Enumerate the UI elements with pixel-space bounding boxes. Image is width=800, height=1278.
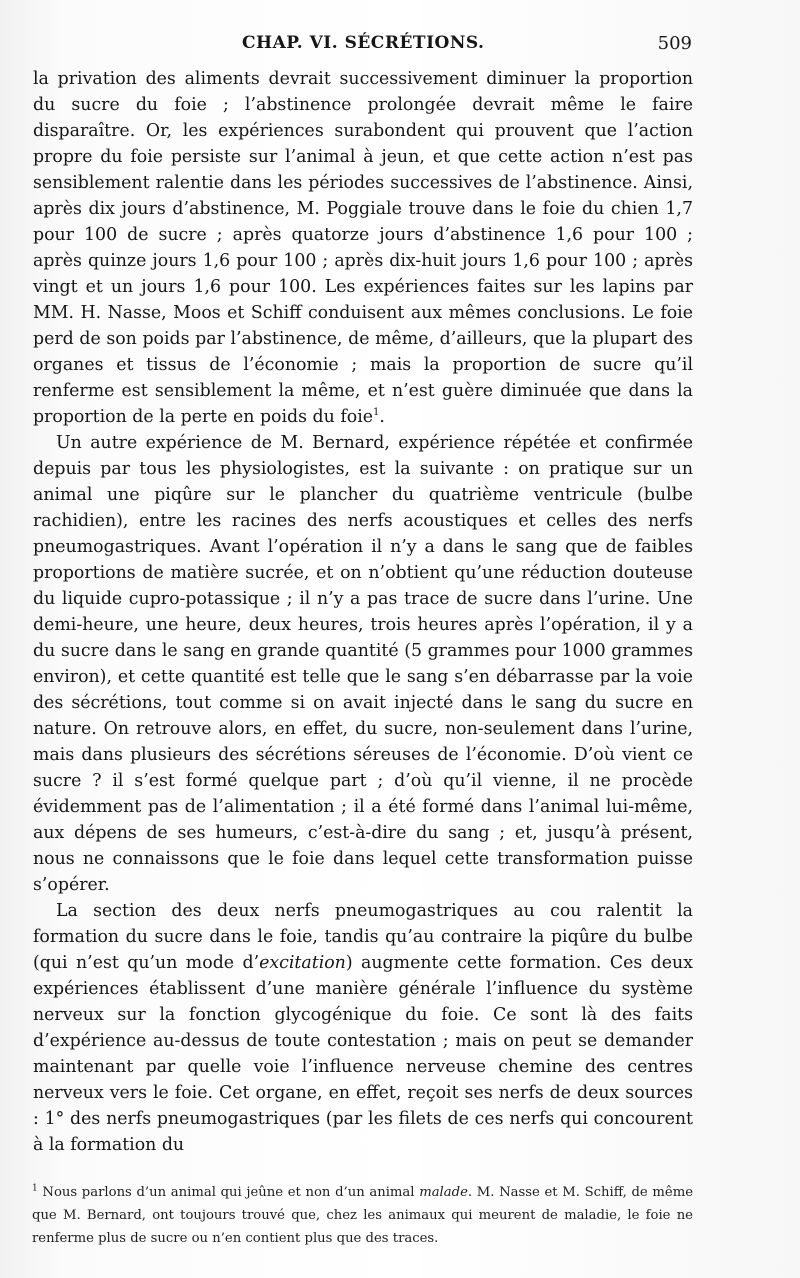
footnote-text [32, 1181, 693, 1250]
page-header [30, 30, 692, 60]
footnote-mark: 1 [32, 1183, 38, 1194]
footnote [32, 1181, 693, 1250]
paragraph-3-text-after: ) augmente cette formation. Ces deux expériences établissent d’une manière générale l’influence du système nerveux sur la fonction glycogénique du foie. Ce sont là des faits d’expérience au-dessus de toute contestation ; mais on peut se demander maintenant par quelle voie l’influence nerveuse chemine des centres nerveux vers le foie. Cet organe, en effet, reçoit ses nerfs de deux sources : 1° des nerfs pneumogastriques (par les filets de ces nerfs qui concourent à la formation du [33, 953, 693, 1155]
footnote-text-after: . M. Nasse et M. Schiff, de même que M. Bernard, ont toujours trouvé que, chez les animaux qui meurent de maladie, le foie ne renferme plus de sucre ou n’en contient plus que des traces. [32, 1185, 694, 1246]
footnote-reference: 1 [373, 407, 380, 419]
footnote-text-before: Nous parlons d’un animal qui jeûne et non d’un animal [42, 1185, 415, 1200]
paragraph-1-text: la privation des aliments devrait successivement diminuer la proportion du sucre du foie ; l’abstinence prolongée devrait même le faire disparaître. Or, les expériences surabondent qui prouvent que l’action propre du foie persiste sur l’animal à jeun, et que cette action n’est pas sensiblement ralentie dans les périodes successives de l’abstinence. Ainsi, après dix jours d’abstinence, M. Poggiale trouve dans le foie du chien 1,7 pour 100 de sucre ; après quatorze jours d’abstinence 1,6 pour 100 ; après quinze jours 1,6 pour 100 ; après dix-huit jours 1,6 pour 100 ; après vingt et un jours 1,6 pour 100. Les expériences faites sur les lapins par MM. H. Nasse, Moos et Schiff conduisent aux mêmes conclusions. Le foie perd de son poids par l’abstinence, de même, d’ailleurs, que la plupart des organes et tissus de l’économie ; mais la proportion de sucre qu’il renferme est sensiblement la même, et n’est guère diminuée que dans la proportion de la perte en poids du foie [33, 69, 693, 427]
main-text [33, 66, 693, 1158]
paragraph-3-text-before: La section des deux nerfs pneumogastriques au cou ralentit la formation du sucre dans le foie, tandis qu’au contraire la piqûre du bulbe (qui n’est qu’un mode d’ [33, 901, 693, 973]
paragraph-2: Un autre expérience de M. Bernard, expérience répétée et confirmée depuis par tous les physiologistes, est la suivante : on pratique sur un animal une piqûre sur le plancher du quatrième ventricule (bulbe rachidien), entre les racines des nerfs acoustiques et celles des nerfs pneumogastriques. Avant l’opération il n’y a dans le sang que de faibles proportions de matière sucrée, et on n’obtient qu’une réduction douteuse du liquide cupro-potassique ; il n’y a pas trace de sucre dans l’urine. Une demi-heure, une heure, deux heures, trois heures après l’opération, il y a du sucre dans le sang en grande quantité (5 grammes pour 1000 grammes environ), et cette quantité est telle que le sang s’en débarrasse par la voie des sécrétions, tout comme si on avait injecté dans le sang du sucre en nature. On retrouve alors, en effet, du sucre, non-seulement dans l’urine, mais dans plusieurs des sécrétions séreuses de l’économie. D’où vient ce sucre ? il s’est formé quelque part ; d’où qu’il vienne, il ne procède évidemment pas de l’alimentation ; il a été formé dans l’animal lui-même, aux dépens de ses humeurs, c’est-à-dire du sang ; et, jusqu’à présent, nous ne connaissons que le foie dans lequel cette transformation puisse s’opérer. [33, 433, 693, 895]
paragraph-1 [33, 66, 693, 430]
paragraph-1-period: . [379, 407, 385, 427]
page-number: 509 [657, 33, 692, 54]
paragraph-3 [33, 898, 693, 1158]
italic-excitation: excitation [259, 953, 346, 973]
footnote-italic: malade [419, 1185, 468, 1200]
running-title: CHAP. VI. SÉCRÉTIONS. [242, 33, 485, 53]
